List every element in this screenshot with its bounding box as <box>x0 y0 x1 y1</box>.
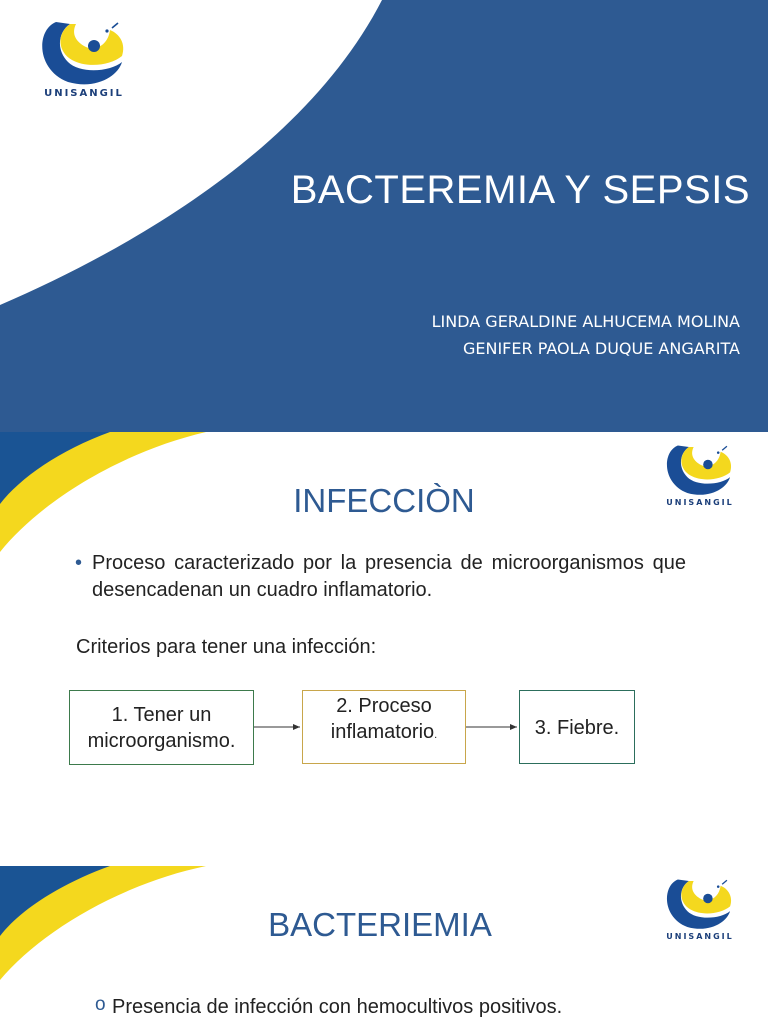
logo-text: UNISANGIL <box>666 498 734 507</box>
flow-box-suffix: . <box>434 729 438 741</box>
author-name: GENIFER PAOLA DUQUE ANGARITA <box>462 339 740 358</box>
slide-heading: INFECCIÒN <box>293 482 475 519</box>
logo-text: UNISANGIL <box>44 88 124 99</box>
bacteremia-slide <box>0 836 768 1024</box>
logo-text: UNISANGIL <box>666 932 734 941</box>
bullet-text: Proceso caracterizado por la presencia de microorganismos que desencadenan un cuadro inflamatorio. <box>92 552 686 601</box>
flow-box-inflammatory <box>302 690 466 764</box>
flow-box-line: inflamatorio <box>330 721 435 743</box>
author-name: LINDA GERALDINE ALHUCEMA MOLINA <box>431 312 740 331</box>
bullet-text: Presencia de infección con hemocultivos positivos. <box>112 996 563 1018</box>
flow-box-line: 2. Proceso <box>336 695 432 717</box>
title-slide <box>0 0 768 432</box>
unisangil-logo <box>36 18 132 99</box>
unisangil-logo-icon <box>36 18 132 88</box>
authors-block <box>432 308 740 362</box>
bullet-marker: o <box>95 994 106 1015</box>
flow-box-microorganism <box>69 690 254 765</box>
criteria-label: Criterios para tener una infección: <box>76 636 377 658</box>
flow-box-line: microorganismo. <box>87 729 236 752</box>
slide-heading: BACTERIEMIA <box>268 906 492 943</box>
flow-box-line: 3. Fiebre. <box>534 717 620 739</box>
bullet-marker: • <box>75 552 83 574</box>
infection-slide <box>0 432 768 836</box>
flow-box-line: 1. Tener un <box>111 703 212 726</box>
presentation-title: BACTEREMIA Y SEPSIS <box>290 168 750 212</box>
flow-box-fever <box>519 690 635 764</box>
flow-arrows <box>0 432 768 836</box>
